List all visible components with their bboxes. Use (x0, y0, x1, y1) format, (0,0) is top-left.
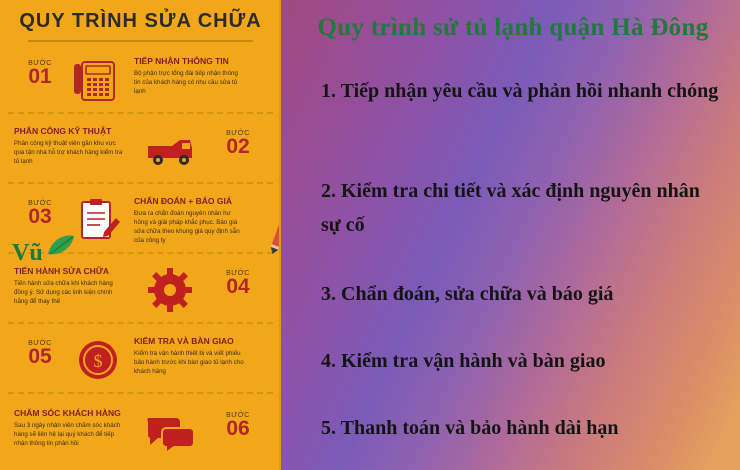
right-content-panel (283, 0, 740, 470)
step-5-label: BƯỚC (28, 340, 52, 347)
process-step-2 (8, 118, 273, 184)
svg-text:$: $ (93, 351, 103, 371)
page-title: Quy trình sử tủ lạnh quận Hà Đông (317, 14, 709, 41)
step-5-number: 05 (28, 345, 52, 368)
step-3-number-box (10, 200, 70, 227)
step-4-body: Tiến hành sửa chữa khi khách hàng đồng ý. Sử dụng các linh kiện chính hãng để thay thế (14, 280, 113, 305)
step-3-heading: CHẨN ĐOÁN + BÁO GIÁ (134, 196, 232, 206)
watermark (6, 230, 86, 280)
step-2-number: 02 (226, 135, 250, 158)
coin-dollar-icon (70, 336, 126, 384)
step-6-text (14, 408, 126, 448)
step-5-body: Kiểm tra vận hành thiết bị và viết phiếu bảo hành trước khi bàn giao tủ lạnh cho khách hàng (134, 350, 244, 375)
bullet-item-5: 5. Thanh toán và bảo hành dài hạn (321, 417, 619, 439)
step-1-number-box (10, 60, 70, 87)
step-4-number-box (208, 270, 268, 297)
step-5-text (134, 336, 246, 376)
step-2-label: BƯỚC (226, 130, 250, 137)
step-6-number: 06 (226, 417, 250, 440)
step-2-heading: PHÂN CÔNG KỸ THUẬT (14, 126, 112, 136)
process-step-1 (8, 48, 273, 114)
step-1-heading: TIẾP NHẬN THÔNG TIN (134, 56, 229, 66)
infographic-title: QUY TRÌNH SỬA CHỮA (19, 10, 262, 32)
bullet-item-1: 1. Tiếp nhận yêu cầu và phản hồi nhanh chóng (321, 80, 719, 102)
step-6-heading: CHĂM SÓC KHÁCH HÀNG (14, 408, 121, 418)
step-5-heading: KIỂM TRA VÀ BÀN GIAO (134, 336, 234, 346)
bullet-item-3: 3. Chẩn đoán, sửa chữa và báo giá (321, 283, 614, 305)
gear-icon (142, 266, 198, 314)
title-divider (28, 40, 253, 42)
bullet-item-4: 4. Kiểm tra vận hành và bàn giao (321, 350, 606, 372)
step-3-text (134, 196, 246, 245)
step-4-number: 04 (226, 275, 250, 298)
step-1-text (134, 56, 246, 96)
step-1-label: BƯỚC (28, 60, 52, 67)
process-step-6 (8, 400, 273, 466)
step-2-body: Phân công kỹ thuật viên gần khu vực qua tận nhà hỗ trợ khách hàng kiểm tra tủ lạnh (14, 140, 123, 165)
step-6-body: Sau 3 ngày nhân viên chăm sóc khách hàng sẽ liên hệ lại quý khách để tiếp nhận thông tin phản hồi (14, 422, 121, 447)
process-step-5 (8, 328, 273, 394)
telephone-icon (70, 56, 126, 104)
step-6-number-box (208, 412, 268, 439)
bullet-item-2: 2. Kiểm tra chi tiết và xác định nguyên nhân sự cố (321, 180, 700, 236)
step-3-body: Đưa ra chẩn đoán nguyên nhân hư hỏng và giải pháp khắc phục. Báo giá sửa chữa theo khung giá quy định sẵn của công ty (134, 210, 240, 244)
step-4-label: BƯỚC (226, 270, 250, 277)
step-2-number-box (208, 130, 268, 157)
step-1-body: Bộ phận trực tổng đài tiếp nhận thông tin của khách hàng có nhu cầu sửa tủ lạnh (134, 70, 238, 95)
leaf-icon (46, 234, 76, 258)
step-2-text (14, 126, 126, 166)
speech-bubbles-icon (142, 408, 198, 456)
step-4-heading: TIẾN HÀNH SỬA CHỮA (14, 266, 110, 276)
van-icon (142, 126, 198, 174)
step-3-number: 03 (28, 205, 52, 228)
step-6-label: BƯỚC (226, 412, 250, 419)
pencil-icon (263, 222, 281, 256)
step-3-label: BƯỚC (28, 200, 52, 207)
step-5-number-box (10, 340, 70, 367)
repair-process-infographic (0, 0, 281, 470)
watermark-text: Vũ (12, 240, 43, 266)
step-1-number: 01 (28, 65, 52, 88)
